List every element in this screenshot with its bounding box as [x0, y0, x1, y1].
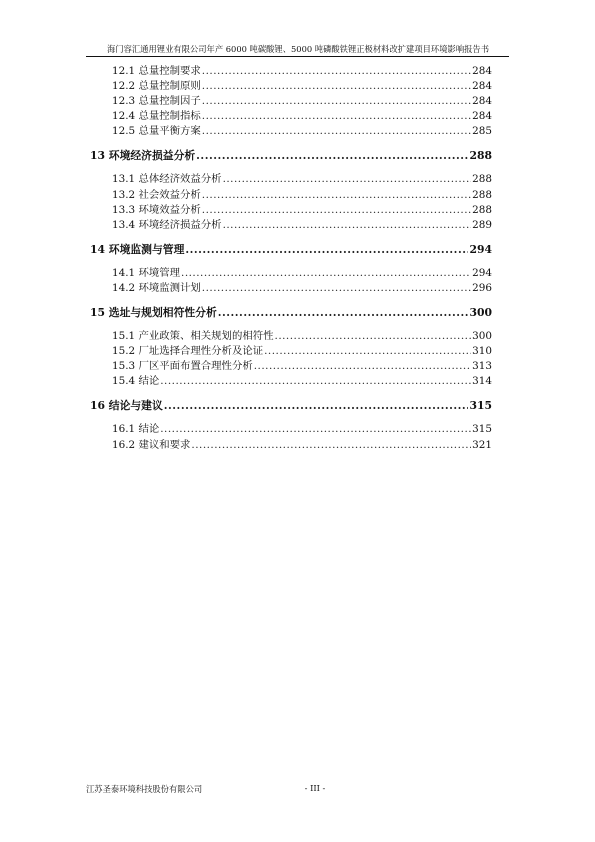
toc-entry-label: 15.2 厂址选择合理性分析及论证	[112, 345, 264, 358]
toc-entry-page: 296	[472, 281, 492, 294]
toc-section-entry[interactable]	[86, 266, 492, 281]
toc-entry-page: 284	[472, 95, 492, 108]
toc-dot-leader	[164, 398, 469, 414]
toc-entry-label: 15.4 结论	[112, 375, 160, 388]
toc-entry-page: 300	[469, 306, 492, 320]
footer-page-number: - III -	[304, 783, 326, 793]
toc-entry-page: 288	[472, 188, 492, 201]
toc-entry-page: 300	[472, 330, 492, 343]
toc-dot-leader	[202, 188, 471, 203]
toc-entry-page: 284	[472, 65, 492, 77]
toc-entry-label: 13.2 社会效益分析	[112, 188, 201, 201]
toc-dot-leader	[160, 422, 471, 437]
toc-entry-label: 12.2 总量控制原则	[112, 80, 201, 93]
toc-entry-page: 294	[472, 266, 492, 279]
toc-entry-page: 284	[472, 110, 492, 123]
toc-entry-page: 288	[472, 203, 492, 216]
toc-dot-leader	[202, 124, 471, 139]
toc-dot-leader	[181, 266, 471, 281]
toc-entry-page: 284	[472, 80, 492, 93]
toc-entry-label: 14.2 环境监测计划	[112, 281, 201, 294]
toc-entry-page: 294	[469, 242, 492, 256]
toc-entry-label: 13.1 总体经济效益分析	[112, 173, 222, 186]
toc-section-entry[interactable]	[86, 79, 492, 94]
toc-dot-leader	[202, 94, 471, 109]
toc-entry-page: 288	[472, 173, 492, 186]
toc-entry-page: 314	[472, 375, 492, 388]
toc-entry-label: 12.5 总量平衡方案	[112, 125, 201, 138]
toc-section-entry[interactable]	[86, 109, 492, 124]
toc-entry-label: 16.1 结论	[112, 423, 160, 436]
toc-chapter-entry[interactable]	[86, 148, 492, 164]
toc-entry-label: 14.1 环境管理	[112, 266, 181, 279]
toc-section-entry[interactable]	[86, 438, 492, 453]
toc-entry-label: 16.2 建议和要求	[112, 438, 191, 451]
toc-section-entry[interactable]	[86, 124, 492, 139]
toc-entry-page: 315	[472, 423, 492, 436]
toc-dot-leader	[254, 359, 471, 374]
toc-entry-label: 15.3 厂区平面布置合理性分析	[112, 360, 253, 373]
toc-section-entry[interactable]	[86, 188, 492, 203]
toc-entry-label: 13.3 环境效益分析	[112, 203, 201, 216]
toc-entry-label: 15.1 产业政策、相关规划的相符性	[112, 330, 274, 343]
toc-dot-leader	[223, 218, 472, 233]
toc-dot-leader	[196, 148, 468, 164]
toc-entry-label: 12.4 总量控制指标	[112, 110, 201, 123]
toc-section-entry[interactable]	[86, 374, 492, 389]
toc-entry-label: 12.1 总量控制要求	[112, 65, 201, 77]
toc-entry-label: 13 环境经济损益分析	[90, 149, 196, 163]
toc-section-entry[interactable]	[86, 281, 492, 296]
toc-entry-page: 289	[472, 218, 492, 231]
toc-entry-page: 285	[472, 125, 492, 138]
toc-entry-page: 315	[469, 399, 492, 413]
toc-section-entry[interactable]	[86, 203, 492, 218]
toc-section-entry[interactable]	[86, 218, 492, 233]
toc-dot-leader	[202, 64, 471, 79]
toc-entry-page: 313	[472, 360, 492, 373]
toc-section-entry[interactable]	[86, 172, 492, 187]
toc-chapter-entry[interactable]	[86, 305, 492, 321]
toc-dot-leader	[202, 109, 471, 124]
toc-entry-label: 16 结论与建议	[90, 399, 163, 413]
toc-dot-leader	[202, 203, 471, 218]
toc-entry-label: 13.4 环境经济损益分析	[112, 218, 222, 231]
table-of-contents	[86, 64, 492, 453]
toc-section-entry[interactable]	[86, 94, 492, 109]
toc-dot-leader	[202, 79, 471, 94]
toc-dot-leader	[202, 281, 471, 296]
toc-section-entry[interactable]	[86, 64, 492, 79]
toc-entry-page: 321	[472, 438, 492, 451]
toc-dot-leader	[191, 438, 471, 453]
footer-company: 江苏圣泰环境科技股份有限公司	[86, 784, 203, 794]
toc-dot-leader	[160, 374, 471, 389]
toc-entry-page: 288	[469, 149, 492, 163]
toc-section-entry[interactable]	[86, 422, 492, 437]
toc-entry-label: 14 环境监测与管理	[90, 242, 185, 256]
toc-dot-leader	[218, 305, 469, 321]
toc-section-entry[interactable]	[86, 344, 492, 359]
toc-entry-label: 12.3 总量控制因子	[112, 95, 201, 108]
toc-section-entry[interactable]	[86, 359, 492, 374]
toc-dot-leader	[275, 329, 472, 344]
toc-dot-leader	[185, 242, 468, 258]
toc-entry-page: 310	[472, 345, 492, 358]
toc-entry-label: 15 选址与规划相符性分析	[90, 306, 217, 320]
header-rule	[86, 56, 509, 57]
toc-dot-leader	[223, 172, 472, 187]
toc-chapter-entry[interactable]	[86, 398, 492, 414]
toc-dot-leader	[264, 344, 471, 359]
toc-chapter-entry[interactable]	[86, 242, 492, 258]
toc-section-entry[interactable]	[86, 329, 492, 344]
page-header: 海门容汇通用锂业有限公司年产 6000 吨碳酸锂、5000 吨磷酸铁锂正极材料改扩建项目环境影响报告书	[106, 44, 490, 54]
